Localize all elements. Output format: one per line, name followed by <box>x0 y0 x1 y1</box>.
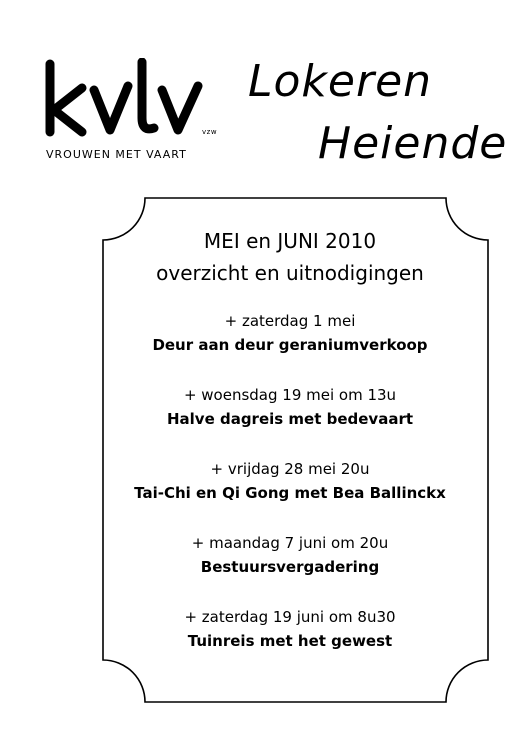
event-title: Halve dagreis met bedevaart <box>166 410 414 428</box>
title-lokeren: Lokeren <box>248 56 433 107</box>
event-date: + woensdag 19 mei om 13u <box>183 386 397 404</box>
event-item <box>90 605 490 653</box>
event-date: + zaterdag 19 juni om 8u30 <box>184 608 396 626</box>
program-heading <box>90 225 490 289</box>
event-title: Deur aan deur geraniumverkoop <box>152 336 428 354</box>
event-item <box>90 383 490 431</box>
event-date: + vrijdag 28 mei 20u <box>210 460 370 478</box>
event-date: + zaterdag 1 mei <box>224 312 356 330</box>
program-content <box>90 225 490 679</box>
event-list <box>90 309 490 653</box>
logo-vzw-suffix: vzw <box>202 128 218 136</box>
event-item <box>90 309 490 357</box>
heading-subtitle: overzicht en uitnodigingen <box>156 261 424 285</box>
event-title: Bestuursvergadering <box>200 558 380 576</box>
title-heiende: Heiende <box>318 118 508 169</box>
heading-period: MEI en JUNI 2010 <box>203 229 377 253</box>
event-title: Tuinreis met het gewest <box>187 632 393 650</box>
event-item <box>90 531 490 579</box>
logo-tagline: VROUWEN MET VAART <box>46 148 187 161</box>
event-title: Tai-Chi en Qi Gong met Bea Ballinckx <box>134 484 446 502</box>
event-item <box>90 457 490 505</box>
event-date: + maandag 7 juni om 20u <box>191 534 389 552</box>
